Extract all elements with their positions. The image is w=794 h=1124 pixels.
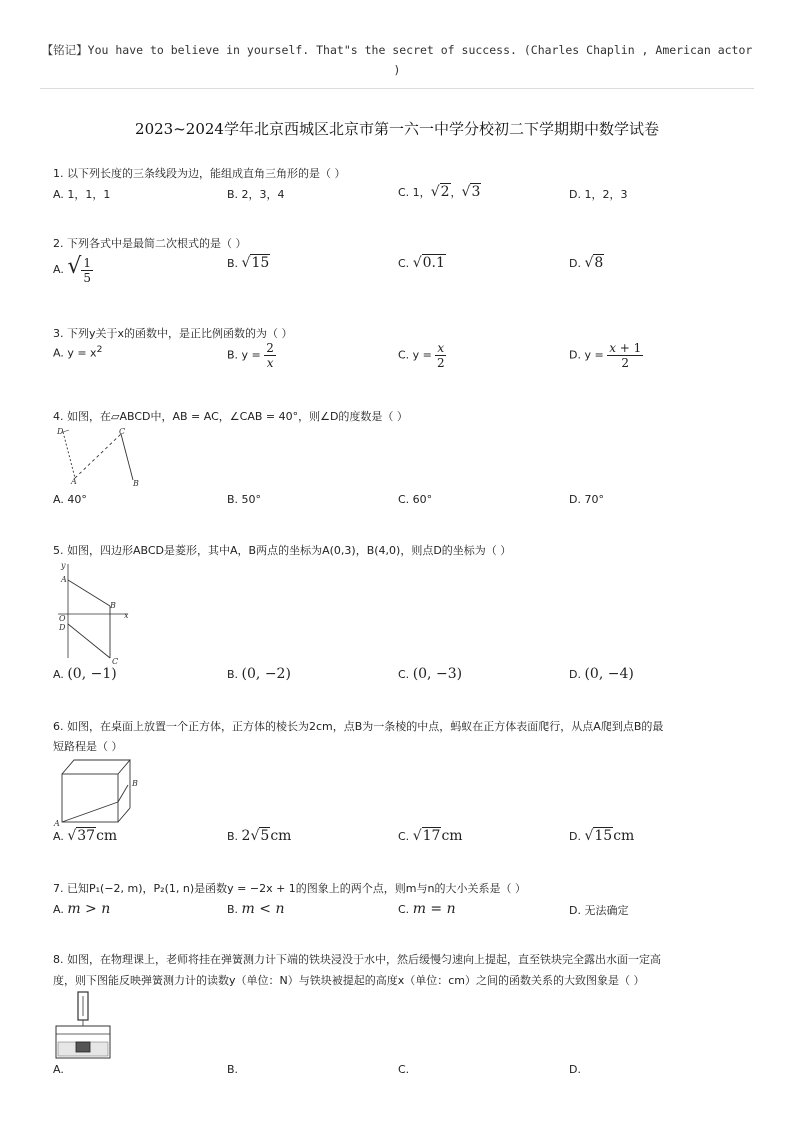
question-7-stem: 7. 已知P₁(−2, m)，P₂(1, n)是函数y = −2x + 1的图象上的两个点，则m与n的大小关系是（ ） [53,882,526,895]
q4-option-b: B. 50° [227,493,262,506]
q3-option-a: A. $y = x^2$ [53,344,103,360]
q7-option-c: C. m = n [398,901,456,917]
q1-option-a: A. 1，1，1 [53,188,111,201]
motto: 【铭记】You have to believe in yourself. That"s the secret of success. (Charles Chaplin , American actor ) [41,43,753,77]
q8-option-d: D. [569,1063,581,1076]
q4-parallelogram-figure [55,426,145,488]
q4-label-c: C [119,427,126,436]
q4-label-b: B [133,479,139,488]
q1-option-b: B. 2，3，4 [227,188,285,201]
q7-option-b: B. m < n [227,901,285,917]
q3-option-d: D. y = $\frac{x + 1}{2}$ [569,341,642,370]
question-2-stem: 2. 下列各式中是最简二次根式的是（ ） [53,237,247,250]
q8-option-b: B. [227,1063,239,1076]
q5-label-y: y [61,561,66,570]
q4-option-c: C. 60° [398,493,433,506]
q5-option-b: B. (0, −2) [227,666,291,682]
q5-rhombus-figure [56,560,136,664]
question-5-stem: 5. 如图，四边形ABCD是菱形，其中A，B两点的坐标为A(0,3)，B(4,0)，则点D的坐标为（ ） [53,544,512,557]
q2-option-a: A. √ $\frac{1}{5}$ [53,254,91,285]
q5-option-a: A. (0, −1) [53,666,117,682]
question-1-stem: 1. 以下列长度的三条线段为边，能组成直角三角形的是（ ） [53,167,346,180]
q6-cube-figure [54,756,138,826]
q5-option-c: C. (0, −3) [398,666,463,682]
q7-option-a: A. m > n [53,901,111,917]
q1-option-c: C. 1，√2，√3 [398,184,481,200]
page-title: 2023~2024学年北京西城区北京市第一六一中学分校初二下学期期中数学试卷 [135,120,659,138]
q8-spring-scale-figure [54,990,114,1060]
q2-option-b: B. √15 [227,255,270,271]
question-6-stem-line1: 6. 如图，在桌面上放置一个正方体，正方体的棱长为2cm，点B为一条棱的中点，蚂蚁在正方体表面爬行，从点A爬到点B的最 [53,720,664,733]
q5-label-c: C [112,657,119,666]
q6-option-b: B. 2√5cm [227,828,292,844]
q8-option-a: A. [53,1063,64,1076]
q6-option-a: A. √37cm [53,828,118,844]
q6-option-d: D. √15cm [569,828,635,844]
q4-label-d: D [57,427,64,436]
question-3-stem: 3. 下列y关于x的函数中，是正比例函数的为（ ） [53,327,293,340]
q7-option-d: D. 无法确定 [569,904,629,917]
q1-option-d: D. 1，2，3 [569,188,628,201]
q2-option-c: C. √0.1 [398,255,445,271]
q5-label-b: B [110,601,116,610]
q3-option-c: C. y = $\frac{x}{2}$ [398,341,445,370]
q6-label-a: A [54,819,60,828]
q8-option-c: C. [398,1063,410,1076]
question-8-stem-line1: 8. 如图，在物理课上，老师将挂在弹簧测力计下端的铁块浸没于水中，然后缓慢匀速向上提起，直至铁块完全露出水面一定高 [53,953,661,966]
question-8-stem-line2: 度，则下图能反映弹簧测力计的读数y（单位：N）与铁块被提起的高度x（单位：cm）之间的函数关系的大致图象是（ ） [53,974,645,987]
q5-label-x: x [124,611,129,620]
q4-option-d: D. 70° [569,493,604,506]
question-6-stem-line2: 短路程是（ ） [53,740,123,753]
q2-option-d: D. √8 [569,255,604,271]
q5-label-d: D [59,623,66,632]
q5-label-a: A [61,575,67,584]
q4-option-a: A. 40° [53,493,87,506]
q6-option-c: C. √17cm [398,828,463,844]
q4-label-a: A [71,477,77,486]
q6-label-b: B [132,779,138,788]
q5-option-d: D. (0, −4) [569,666,634,682]
q5-label-o: O [59,614,66,623]
q3-option-b: B. y = $\frac{2}{x}$ [227,341,274,370]
divider [40,88,754,89]
question-4-stem: 4. 如图，在▱ABCD中，AB = AC，∠CAB = 40°，则∠D的度数是（ ） [53,410,408,423]
